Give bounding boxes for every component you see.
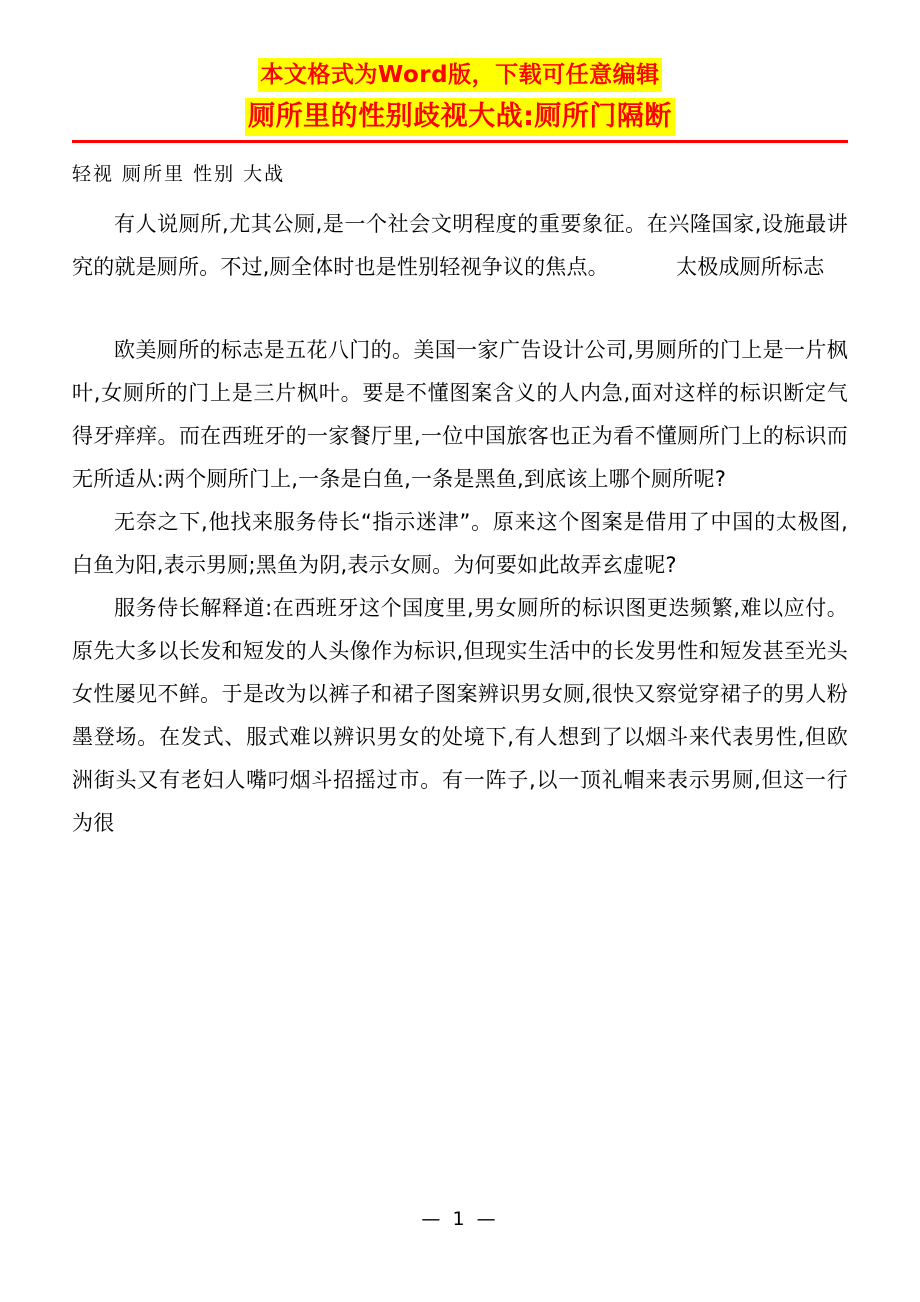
figure-caption: 太极成厕所标志 [676,255,825,279]
paragraph-spacer [72,289,848,329]
paragraph-2: 欧美厕所的标志是五花八门的。美国一家广告设计公司,男厕所的门上是一片枫叶,女厕所的门上是三片枫叶。要是不懂图案含义的人内急,面对这样的标识断定气得牙痒痒。而在西班牙的一家餐厅里,一位中国旅客也正为看不懂厕所门上的标识而无所适从:两个厕所门上,一条是白鱼,一条是黑鱼,到底该上哪个厕所呢? [72,338,848,491]
banner-text: 本文格式为Word版，下载可任意编辑 [258,58,661,92]
page-number: — 1 — [421,1208,499,1230]
page-title: 厕所里的性别歧视大战:厕所门隔断 [245,98,675,136]
paragraph-3: 无奈之下,他找来服务侍长“指示迷津”。原来这个图案是借用了中国的太极图,白鱼为阳,表示男厕;黑鱼为阴,表示女厕。为何要如此故弄玄虚呢? [72,510,848,577]
page-footer [0,1208,920,1230]
word-version-banner [72,58,848,92]
title-container [72,98,848,136]
paragraph-1-text: 有人说厕所,尤其公厕,是一个社会文明程度的重要象征。在兴隆国家,设施最讲究的就是厕所。不过,厕全体时也是性别轻视争议的焦点。 [72,212,848,279]
title-divider [72,140,848,143]
paragraph-4: 服务侍长解释道:在西班牙这个国度里,男女厕所的标识图更迭频繁,难以应付。原先大多以长发和短发的人头像作为标识,但现实生活中的长发男性和短发甚至光头女性屡见不鲜。于是改为以裤子和裙子图案辨识男女厕,很快又察觉穿裙子的男人粉墨登场。在发式、服式难以辨识男女的处境下,有人想到了以烟斗来代表男性,但欧洲街头又有老妇人嘴叼烟斗招摇过市。有一阵子,以一顶礼帽来表示男厕,但这一行为很 [72,596,848,835]
keywords-line: 轻视 厕所里 性别 大战 [72,163,286,185]
paragraph-1 [72,203,848,289]
